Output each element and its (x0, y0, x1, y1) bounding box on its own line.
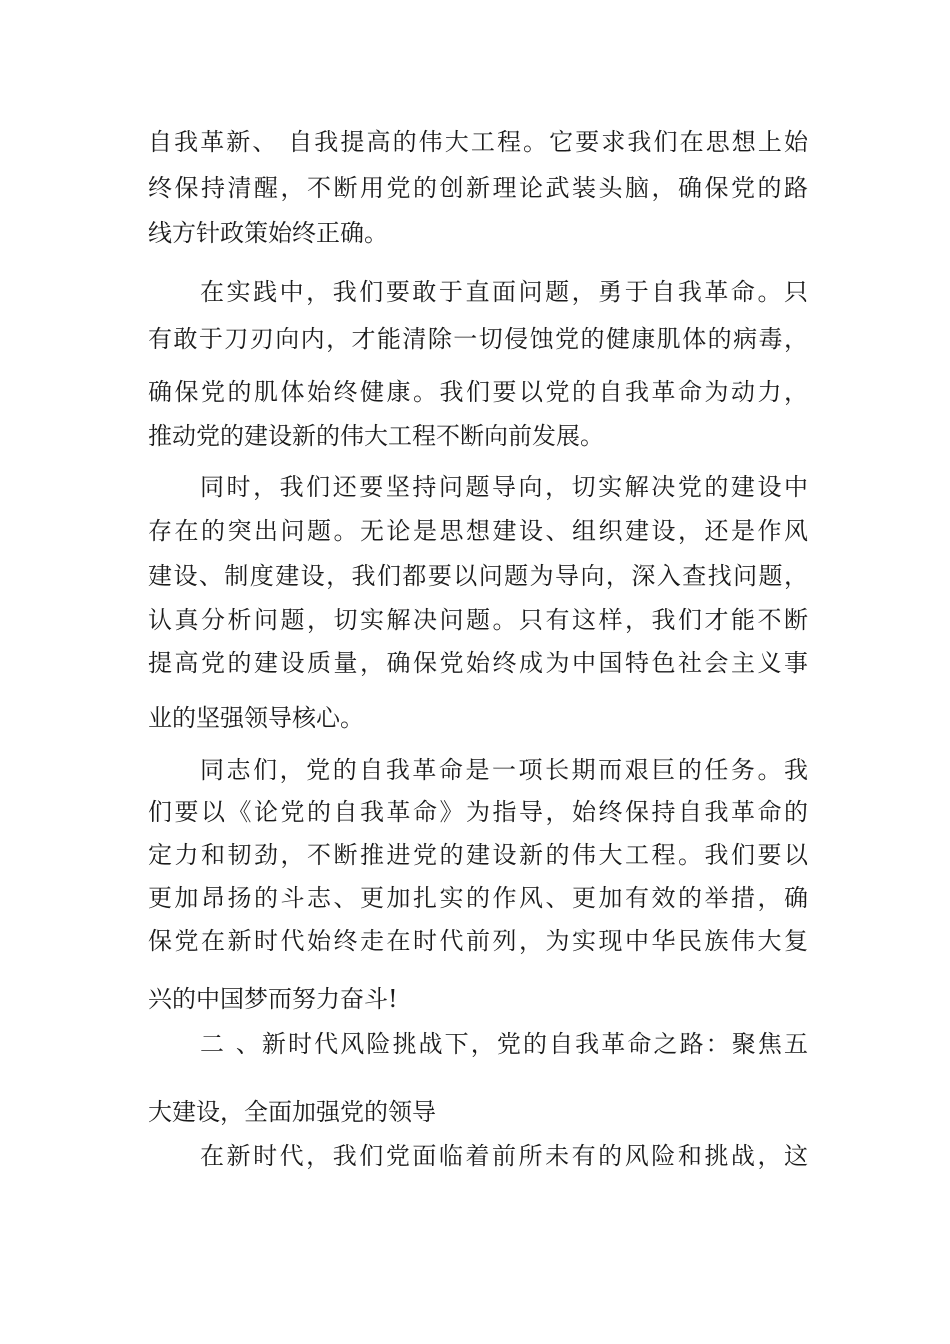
text-line: 同志们，党的自我革命是一项长期而艰巨的任务。我 (200, 756, 808, 784)
text-line: 推动党的建设新的伟大工程不断向前发展。 (148, 422, 604, 450)
text-line: 建设、制度建设，我们都要以问题为导向，深入查找问题， (148, 562, 808, 590)
text-line: 同时，我们还要坚持问题导向，切实解决党的建设中 (200, 473, 808, 501)
text-line: 业的坚强领导核心。 (148, 704, 364, 732)
text-line: 在实践中，我们要敢于直面问题，勇于自我革命。只 (200, 278, 808, 306)
text-line: 自我革新、 自我提高的伟大工程。它要求我们在思想上始 (148, 128, 808, 156)
section-heading-line: 二 、新时代风险挑战下，党的自我革命之路：聚焦五 (200, 1030, 808, 1058)
text-line: 终保持清醒，不断用党的创新理论武装头脑，确保党的路 (148, 174, 808, 202)
text-line: 认真分析问题，切实解决问题。只有这样，我们才能不断 (148, 606, 808, 634)
text-line: 有敢于刀刃向内，才能清除一切侵蚀党的健康肌体的病毒， (148, 325, 808, 353)
text-line: 存在的突出问题。无论是思想建设、组织建设，还是作风 (148, 517, 808, 545)
text-line: 保党在新时代始终走在时代前列，为实现中华民族伟大复 (148, 927, 808, 955)
text-line: 确保党的肌体始终健康。我们要以党的自我革命为动力， (148, 378, 808, 406)
text-line: 兴的中国梦而努力奋斗! (148, 985, 398, 1013)
text-line: 在新时代，我们党面临着前所未有的风险和挑战，这 (200, 1142, 808, 1170)
text-line: 提高党的建设质量，确保党始终成为中国特色社会主义事 (148, 649, 808, 677)
text-line: 们要以《论党的自我革命》为指导，始终保持自我革命的 (148, 798, 808, 826)
section-heading-line: 大建设，全面加强党的领导 (148, 1098, 436, 1126)
text-line: 更加昂扬的斗志、更加扎实的作风、更加有效的举措，确 (148, 884, 808, 912)
text-line: 线方针政策始终正确。 (148, 219, 388, 247)
text-line: 定力和韧劲，不断推进党的建设新的伟大工程。我们要以 (148, 841, 808, 869)
